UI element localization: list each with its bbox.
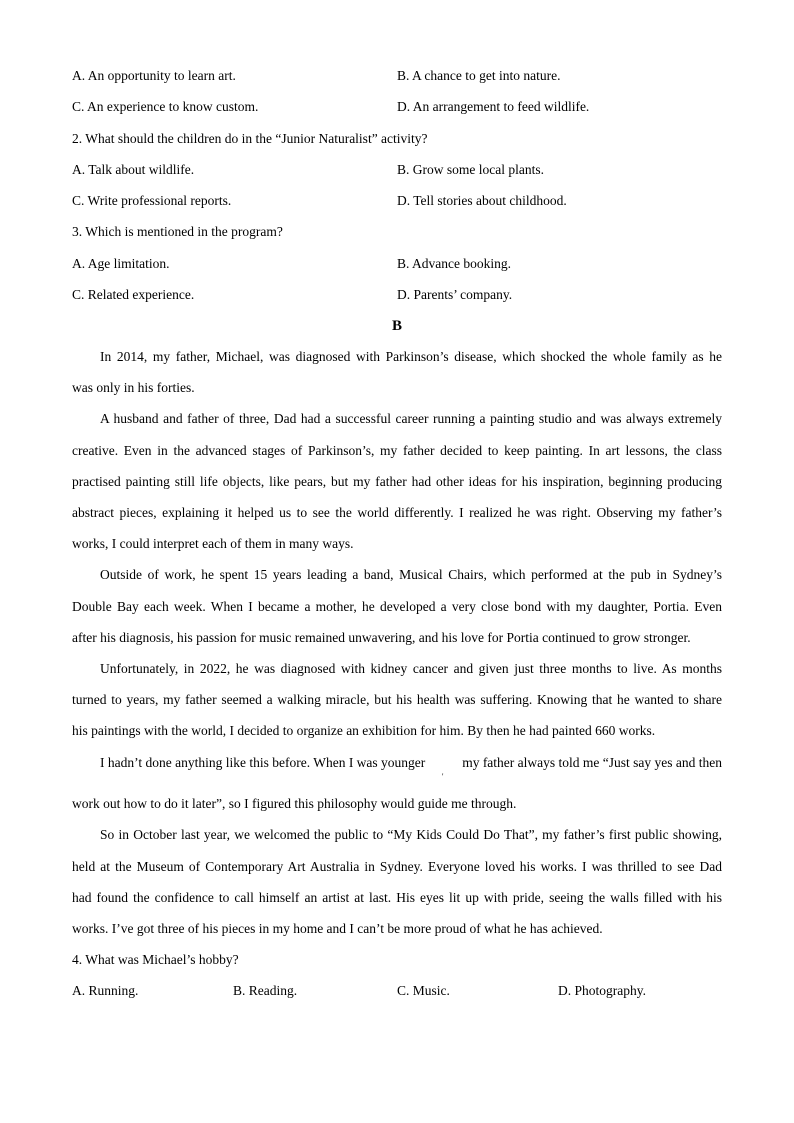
q1-option-d: D. An arrangement to feed wildlife. bbox=[397, 99, 590, 114]
q2-option-d: D. Tell stories about childhood. bbox=[397, 193, 567, 208]
passage-line: abstract pieces, explaining it helped us to see the world differently. I realized he was right. Observing my father’s bbox=[72, 505, 722, 520]
passage-line: had found the confidence to call himself an artist at last. His eyes lit up with pride, seeing the walls filled with his bbox=[72, 890, 722, 905]
q4-option-b: B. Reading. bbox=[233, 983, 298, 998]
passage-line: turned to years, my father seemed a walking miracle, but his health was suffering. Knowing that he wanted to share bbox=[72, 692, 722, 707]
q2-option-b: B. Grow some local plants. bbox=[397, 162, 544, 177]
passage-line: Outside of work, he spent 15 years leading a band, Musical Chairs, which performed at the pub in Sydney’s bbox=[100, 567, 722, 582]
q3-option-b: B. Advance booking. bbox=[397, 256, 511, 271]
passage-line: my father always told me “Just say yes and then bbox=[462, 755, 722, 770]
q2-stem: 2. What should the children do in the “Junior Naturalist” activity? bbox=[72, 131, 428, 146]
q3-option-d: D. Parents’ company. bbox=[397, 287, 513, 302]
passage-line: Unfortunately, in 2022, he was diagnosed with kidney cancer and given just three months to live. As months bbox=[100, 661, 722, 676]
q1-option-b: B. A chance to get into nature. bbox=[397, 68, 561, 83]
passage-line: So in October last year, we welcomed the public to “My Kids Could Do That”, my father’s first public showing, bbox=[100, 827, 722, 842]
passage-line: works, I could interpret each of them in many ways. bbox=[72, 536, 354, 551]
passage-line: In 2014, my father, Michael, was diagnosed with Parkinson’s disease, which shocked the whole family as he bbox=[100, 349, 722, 364]
q1-option-a: A. An opportunity to learn art. bbox=[72, 68, 236, 83]
passage-line: works. I’ve got three of his pieces in my home and I can’t be more proud of what he has achieved. bbox=[72, 921, 603, 936]
passage-line: was only in his forties. bbox=[72, 380, 195, 395]
q1-option-c: C. An experience to know custom. bbox=[72, 99, 259, 114]
passage-line: practised painting still life objects, like pears, but my father had other ideas for his inspiration, beginning producing bbox=[72, 474, 722, 489]
q3-stem: 3. Which is mentioned in the program? bbox=[72, 224, 283, 239]
q3-option-c: C. Related experience. bbox=[72, 287, 195, 302]
passage-line: work out how to do it later”, so I figured this philosophy would guide me through. bbox=[72, 796, 517, 811]
q4-option-a: A. Running. bbox=[72, 983, 139, 998]
q2-option-a: A. Talk about wildlife. bbox=[72, 162, 195, 177]
passage-line: held at the Museum of Contemporary Art Australia in Sydney. Everyone loved his works. I was thrilled to see Dad bbox=[72, 859, 722, 874]
q4-option-c: C. Music. bbox=[397, 983, 450, 998]
section-heading: B bbox=[391, 318, 402, 334]
q3-option-a: A. Age limitation. bbox=[72, 256, 170, 271]
passage-line: after his diagnosis, his passion for music remained unwavering, and his love for Portia continued to grow stronger. bbox=[72, 630, 691, 645]
q4-stem: 4. What was Michael’s hobby? bbox=[72, 952, 239, 967]
q2-option-c: C. Write professional reports. bbox=[72, 193, 232, 208]
stray-mark: ' bbox=[442, 772, 444, 781]
passage-line: I hadn’t done anything like this before. When I was younger bbox=[100, 755, 426, 770]
passage-line: his paintings with the world, I decided to organize an exhibition for him. By then he had painted 660 works. bbox=[72, 723, 656, 738]
passage-line: A husband and father of three, Dad had a successful career running a painting studio and was always extremely bbox=[100, 411, 722, 426]
passage-line: Double Bay each week. When I became a mother, he developed a very close bond with my daughter, Portia. Even bbox=[72, 599, 722, 614]
q4-option-d: D. Photography. bbox=[558, 983, 646, 998]
passage-line: creative. Even in the advanced stages of Parkinson’s, my father decided to keep painting. In art lessons, the class bbox=[72, 443, 722, 458]
